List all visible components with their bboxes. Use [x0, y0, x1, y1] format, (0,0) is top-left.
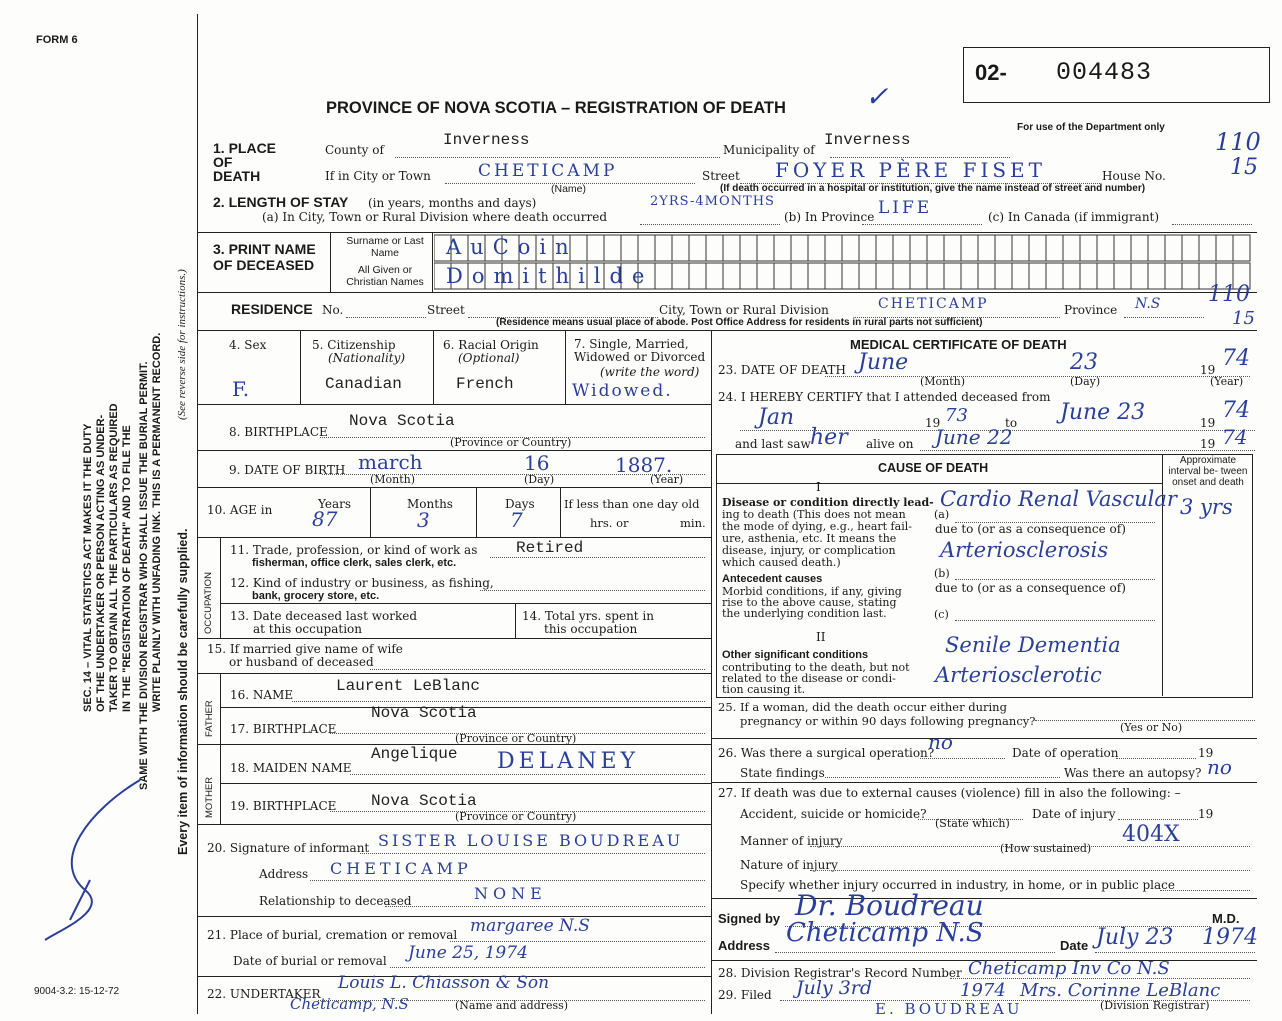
street-value: FOYER PÈRE FISET — [775, 158, 1046, 182]
mother-birthplace-value: Nova Scotia — [371, 792, 477, 810]
father-birthplace-value: Nova Scotia — [371, 704, 477, 722]
statute-line-6: WRITE PLAINLY WITH UNFADING INK. THIS IS A PERMANENT RECORD. — [151, 332, 163, 712]
occupation-13-label: 13. Date deceased last worked — [230, 609, 418, 623]
sex-value: F. — [232, 377, 250, 401]
date-of-death-year: 74 — [1222, 346, 1250, 371]
occupation-13b-label: at this occupation — [253, 622, 362, 636]
municipality-value: Inverness — [824, 131, 911, 149]
disease-text-5: disease, injury, or complication — [722, 544, 896, 557]
antecedent-label: Antecedent causes — [722, 573, 823, 585]
filed-date: July 3rd — [796, 977, 873, 999]
informant-address: CHETICAMP — [330, 859, 472, 878]
division-registrar-hint: (Division Registrar) — [1100, 999, 1210, 1012]
signed-year-value: 1974 — [1202, 925, 1258, 950]
birthplace-label: 8. BIRTHPLACE — [229, 425, 328, 439]
surname-value: AuCoin — [446, 235, 578, 259]
residence-city-label: City, Town or Rural Division — [659, 303, 829, 317]
side-every-item: Every item of information should be carefully supplied. — [176, 528, 190, 855]
q27-accident-label: Accident, suicide or homicide? — [740, 807, 927, 821]
spouse-label-b: or husband of deceased — [229, 655, 374, 669]
street-label: Street — [702, 169, 740, 183]
side-reverse: (See reverse side for instructions.) — [176, 269, 188, 420]
residence-street-label: Street — [427, 303, 465, 317]
reg-prefix: 02- — [975, 60, 1007, 85]
interval-label: Approximate interval be- tween onset and death — [1168, 455, 1248, 488]
occupation-12b-label: bank, grocery store, etc. — [252, 590, 380, 602]
antecedent-text-2: Morbid conditions, if any, giving — [722, 585, 902, 598]
attended-from-year: 73 — [945, 405, 968, 426]
marital-hint: (write the word) — [600, 365, 700, 379]
due-to-1: due to (or as a consequence of) — [935, 522, 1126, 536]
sex-label: 4. Sex — [229, 338, 267, 352]
statute-line-2: OF THE UNDERTAKER OR PERSON ACTING AS UNDER- — [95, 414, 107, 712]
cause-b: Arteriosclerosis — [940, 538, 1109, 562]
birthplace-value: Nova Scotia — [349, 412, 455, 430]
name-hint: (Name) — [551, 183, 587, 195]
racial-label: 6. Racial Origin — [443, 338, 539, 352]
attended-to: June 23 — [1060, 400, 1146, 425]
checkmark-icon: ✓ — [865, 80, 889, 113]
father-bp-hint: (Province or Country) — [455, 732, 577, 745]
q27-label: 27. If death was due to external causes (violence) fill in also the following: – — [718, 786, 1181, 800]
racial-value: French — [456, 375, 514, 393]
house-label: House No. — [1102, 169, 1166, 183]
racial-hint: (Optional) — [458, 351, 520, 365]
residence-code-2: 15 — [1232, 308, 1255, 329]
division-registrar-name: Mrs. Corinne LeBlanc — [1020, 980, 1221, 1001]
dob-day: 16 — [524, 451, 550, 475]
age-years-label: Years — [318, 497, 352, 511]
residence-province-value: N.S — [1135, 296, 1161, 312]
mother-birthplace-label: 19. BIRTHPLACE — [230, 799, 337, 813]
occupation-11-label: 11. Trade, profession, or kind of work as — [230, 543, 478, 557]
place-of-death-label: 1. PLACE OF DEATH — [213, 140, 277, 184]
age-days-label: Days — [505, 497, 535, 511]
alive-year-prefix: 19 — [1200, 437, 1216, 451]
q27-which-hint: (State which) — [935, 817, 1010, 830]
stay-b-label: (b) In Province — [784, 210, 875, 224]
form-label: FORM 6 — [36, 34, 78, 46]
signed-by-label: Signed by — [718, 911, 781, 926]
other-text-2: contributing to the death, but not — [722, 661, 910, 674]
part-i-label: I — [816, 480, 821, 494]
q28-label: 28. Division Registrar's Record Number — [718, 966, 962, 980]
certify-label: 24. I HEREBY CERTIFY that I attended deceased from — [718, 390, 1051, 404]
residence-city-value: CHETICAMP — [878, 296, 989, 312]
attended-to-year: 74 — [1222, 398, 1250, 423]
age-hrs-label: hrs. or — [590, 516, 629, 530]
manner-code: 404X — [1122, 822, 1180, 847]
city-value: CHETICAMP — [478, 161, 618, 181]
dob-month-hint: (Month) — [370, 473, 416, 486]
burial-date-value: June 25, 1974 — [408, 943, 528, 963]
part-ii-label: II — [816, 630, 826, 644]
undertaker-label: 22. UNDERTAKER — [207, 987, 321, 1001]
age-days-value: 7 — [510, 508, 523, 532]
attended-from: Jan — [758, 405, 795, 430]
due-to-2: due to (or as a consequence of) — [935, 581, 1126, 595]
filed-year: 1974 — [960, 980, 1006, 1001]
autopsy-label: Was there an autopsy? — [1064, 766, 1202, 780]
informant-label: 20. Signature of informant — [207, 841, 370, 855]
undertaker-name: Louis L. Chiasson & Son — [338, 973, 550, 993]
statute-line-1: SEC. 14 – VITAL STATISTICS ACT MAKES IT THE DUTY — [82, 423, 94, 712]
q27-manner-label: Manner of injury — [740, 834, 843, 848]
burial-date-label: Date of burial or removal — [233, 954, 387, 968]
dod-year-prefix: 19 — [1200, 363, 1216, 377]
q26-label: 26. Was there a surgical operation? — [718, 746, 935, 760]
given-label: All Given or Christian Names — [346, 264, 424, 288]
age-years-value: 87 — [312, 507, 338, 531]
other-condition-2: Arteriosclerotic — [935, 663, 1102, 687]
disease-text-4: ure, asthenia, etc. It means the — [722, 532, 897, 545]
cause-of-death-title: CAUSE OF DEATH — [878, 461, 989, 475]
residence-no-label: No. — [322, 303, 344, 317]
dob-month: march — [358, 450, 423, 474]
informant-relationship-label: Relationship to deceased — [259, 894, 412, 908]
age-label: 10. AGE in — [207, 503, 273, 517]
age-months-value: 3 — [417, 508, 430, 532]
state-findings-label: State findings — [740, 766, 825, 780]
dod-day-hint: (Day) — [1070, 375, 1101, 388]
citizenship-hint: (Nationality) — [328, 351, 406, 365]
informant-relationship: NONE — [474, 884, 547, 903]
md-label: M.D. — [1212, 911, 1240, 926]
antecedent-text-3: rise to the above cause, stating — [722, 596, 897, 609]
reg-number: 004483 — [1056, 58, 1153, 87]
date-of-death-label: 23. DATE OF DEATH — [718, 363, 846, 377]
signed-date-value: July 23 — [1096, 925, 1174, 950]
signed-date-label: Date — [1060, 938, 1089, 953]
dob-year: 1887. — [615, 453, 673, 477]
age-min-label: min. — [680, 516, 706, 530]
q28-value: Cheticamp Inv Co N.S — [968, 958, 1170, 979]
disease-text-2: ing to death (This does not mean — [722, 508, 906, 521]
dob-year-hint: (Year) — [650, 473, 684, 486]
disease-text-1: Disease or condition directly lead- — [722, 496, 934, 509]
marital-value: Widowed. — [572, 381, 673, 401]
residence-label: RESIDENCE — [231, 301, 313, 317]
residence-code-1: 110 — [1208, 282, 1250, 307]
q25-hint: (Yes or No) — [1120, 721, 1183, 734]
alive-on-year: 74 — [1222, 425, 1248, 449]
dob-label: 9. DATE OF BIRTH — [229, 463, 346, 477]
other-conditions-label: Other significant conditions — [722, 649, 869, 661]
cause-c-label: (c) — [934, 608, 949, 621]
q26-value: no — [928, 730, 953, 754]
burial-place-label: 21. Place of burial, cremation or removal — [207, 928, 458, 942]
dod-month-hint: (Month) — [920, 375, 966, 388]
informant-address-label: Address — [259, 867, 309, 881]
county-value: Inverness — [443, 131, 530, 149]
page-title: PROVINCE OF NOVA SCOTIA – REGISTRATION OF DEATH — [326, 99, 786, 117]
autopsy-value: no — [1207, 755, 1232, 779]
age-less-label: If less than one day old — [564, 497, 700, 511]
q26-date-label: Date of operation — [1012, 746, 1119, 760]
citizenship-value: Canadian — [325, 375, 402, 393]
statute-line-3: TAKER TO OBTAIN ALL THE PARTICULARS AS REQUIRED — [108, 403, 120, 712]
dept-use-note: For use of the Department only — [1017, 122, 1165, 133]
stay-c-label: (c) In Canada (if immigrant) — [988, 210, 1160, 224]
county-label: County of — [325, 143, 384, 157]
q27-specify-label: Specify whether injury occurred in industry, in home, or in public place — [740, 878, 1175, 892]
signed-address-value: Cheticamp N.S — [786, 918, 984, 948]
dod-year-hint: (Year) — [1210, 375, 1244, 388]
disease-text-3: the mode of dying, e.g., heart fail- — [722, 520, 912, 533]
marital-label: 7. Single, Married, Widowed or Divorced — [574, 337, 706, 364]
other-text-4: tion causing it. — [722, 683, 806, 696]
father-name-value: Laurent LeBlanc — [336, 677, 481, 695]
form-code: 9004-3.2: 15-12-72 — [34, 986, 120, 997]
citizenship-label: 5. Citizenship — [312, 338, 396, 352]
filed-below-name: E. BOUDREAU — [875, 1000, 1023, 1018]
hospital-note: (If death occurred in a hospital or institution, give the name instead of street and number) — [720, 183, 1146, 194]
mother-last-name: DELANEY — [497, 749, 640, 774]
signed-address-label: Address — [718, 938, 771, 953]
mother-bp-hint: (Province or Country) — [455, 810, 577, 823]
undertaker-address: Cheticamp, N.S — [290, 995, 409, 1013]
age-months-label: Months — [407, 497, 453, 511]
father-side-label: FATHER — [204, 700, 215, 737]
other-condition-1: Senile Dementia — [945, 633, 1121, 657]
q26-year-prefix: 19 — [1198, 746, 1214, 760]
residence-note: (Residence means usual place of abode. Post Office Address for residents in rural parts not sufficient) — [496, 317, 983, 328]
occupation-side-label: OCCUPATION — [203, 572, 214, 634]
spouse-label: 15. If married give name of wife — [207, 642, 403, 656]
father-name-label: 16. NAME — [230, 688, 294, 702]
cause-a: Cardio Renal Vascular — [940, 487, 1177, 511]
q25-label: 25. If a woman, did the death occur either during — [718, 700, 1007, 714]
surname-label: Surname or Last Name — [346, 235, 424, 259]
municipality-label: Municipality of — [723, 143, 815, 157]
mother-side-label: MOTHER — [204, 776, 215, 818]
disease-text-6: which caused death.) — [722, 556, 841, 569]
last-saw-label: and last saw — [735, 437, 811, 451]
house-code: 15 — [1230, 155, 1258, 180]
municipality-code: 110 — [1215, 128, 1261, 156]
signed-by-value: Dr. Boudreau — [795, 889, 984, 922]
print-name-label: 3. PRINT NAME OF DECEASED — [213, 241, 316, 273]
length-of-stay-label: 2. LENGTH OF STAY — [213, 194, 349, 210]
statute-line-5: SAME WITH THE DIVISION REGISTRAR WHO SHALL ISSUE THE BURIAL PERMIT. — [138, 361, 150, 790]
undertaker-hint: (Name and address) — [455, 999, 569, 1012]
q25-label-2: pregnancy or within 90 days following pregnancy? — [740, 714, 1036, 728]
q29-label: 29. Filed — [718, 988, 772, 1002]
q27-nature-label: Nature of injury — [740, 858, 838, 872]
attended-to-year-prefix: 19 — [1200, 416, 1216, 430]
occupation-12-label: 12. Kind of industry or business, as fishing, — [230, 576, 494, 590]
statute-line-4: IN THE "REGISTRATION OF DEATH" AND TO FILE THE — [121, 425, 133, 712]
attended-to-label: to — [1005, 416, 1018, 430]
alive-on-value: June 22 — [935, 425, 1013, 449]
father-birthplace-label: 17. BIRTHPLACE — [230, 722, 337, 736]
margin-scribble — [30, 770, 180, 950]
last-saw-value: her — [810, 425, 848, 450]
alive-on-label: alive on — [866, 437, 914, 451]
stay-a-value: 2YRS-4MONTHS — [650, 194, 775, 209]
q27-how-hint: (How sustained) — [1000, 842, 1092, 855]
medical-title: MEDICAL CERTIFICATE OF DEATH — [850, 337, 1067, 352]
burial-place-value: margaree N.S — [470, 916, 590, 936]
mother-first-name: Angelique — [371, 745, 458, 763]
occupation-14b-label: this occupation — [544, 622, 638, 636]
q27-year-prefix: 19 — [1198, 807, 1214, 821]
occupation-value: Retired — [516, 539, 584, 557]
given-value: Domithilde — [446, 264, 654, 288]
antecedent-text-4: the underlying condition last. — [722, 607, 887, 620]
mother-maiden-label: 18. MAIDEN NAME — [230, 761, 352, 775]
attended-from-year-prefix: 19 — [925, 416, 941, 430]
date-of-death-month: June — [858, 350, 909, 375]
stay-b-value: LIFE — [878, 198, 933, 218]
residence-province-label: Province — [1064, 303, 1118, 317]
stay-hint: (in years, months and days) — [368, 196, 537, 210]
other-text-3: related to the disease or condi- — [722, 672, 896, 685]
date-of-death-day: 23 — [1070, 350, 1098, 375]
dob-day-hint: (Day) — [524, 473, 555, 486]
cause-a-interval: 3 yrs — [1180, 495, 1233, 519]
occupation-14-label: 14. Total yrs. spent in — [522, 609, 654, 623]
occupation-11b-label: fisherman, office clerk, sales clerk, etc. — [252, 557, 457, 569]
informant-name: SISTER LOUISE BOUDREAU — [378, 831, 684, 850]
city-label: If in City or Town — [325, 169, 431, 183]
birthplace-hint: (Province or Country) — [450, 436, 572, 449]
stay-a-label: (a) In City, Town or Rural Division where death occurred — [262, 210, 608, 224]
q27-date-label: Date of injury — [1032, 807, 1116, 821]
